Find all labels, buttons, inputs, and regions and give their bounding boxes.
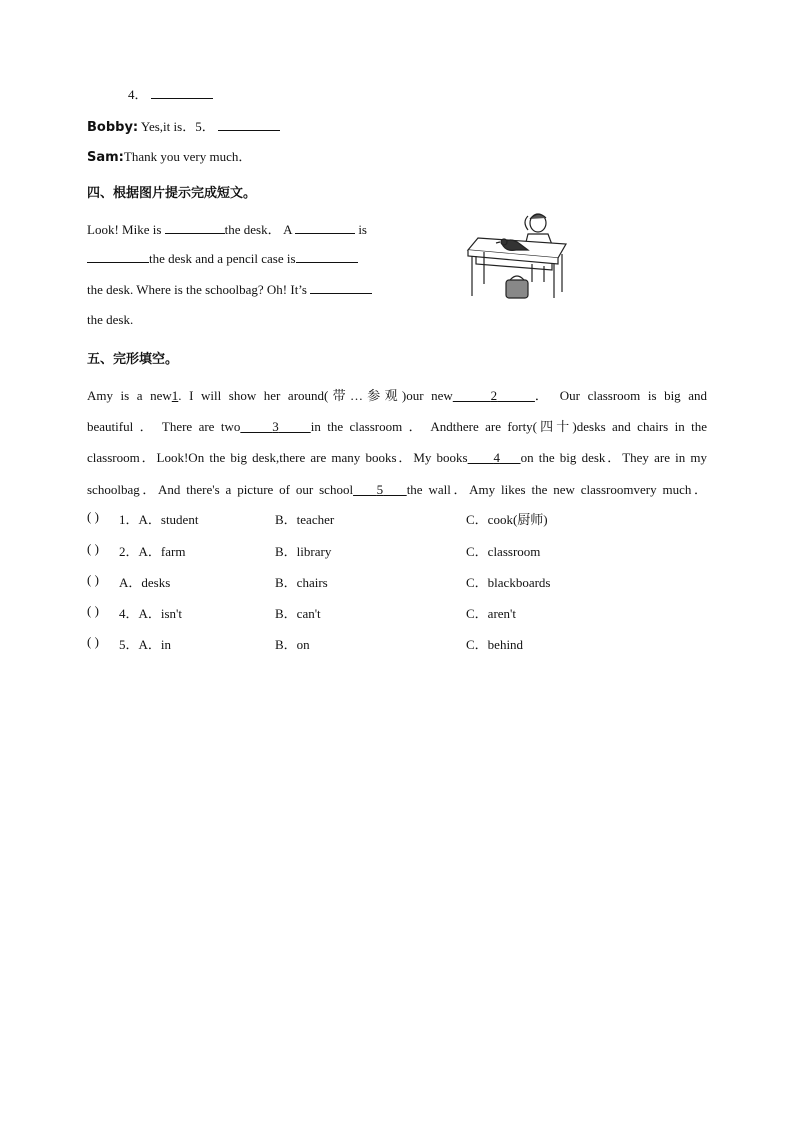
option-a[interactable]: 5．A．in [119, 637, 172, 652]
answer-blank[interactable] [296, 250, 358, 263]
text: on the big desk．They are in my [520, 450, 708, 465]
dialog-line-sam [87, 146, 251, 165]
option-b[interactable]: B．teacher [275, 512, 335, 527]
answer-blank[interactable] [295, 221, 355, 234]
blank-5[interactable] [353, 482, 407, 497]
passage-line-3 [87, 281, 372, 298]
text: the desk. Where is the schoolbag? Oh! It’s [87, 282, 311, 297]
blank-2[interactable] [453, 388, 535, 403]
text: the wall．Amy likes the new classroomvery much． [406, 482, 707, 497]
text: ． Our classroom is big and [534, 388, 708, 403]
text: in the classroom ． Andthere are forty(四十)desks and chairs in the [310, 419, 707, 434]
answer-paren[interactable]: ( ) [87, 509, 99, 524]
blank-number: 4 [493, 450, 500, 465]
option-c[interactable]: C．cook(厨师) [466, 512, 548, 527]
blank-number: 5 [376, 482, 384, 497]
option-c[interactable]: C．behind [466, 637, 524, 652]
speaker-bobby: Bobby: [87, 120, 139, 135]
dialog-line-4 [128, 84, 213, 103]
text: beautiful ． There are two [87, 419, 241, 434]
option-b[interactable]: B．chairs [275, 575, 328, 590]
text: is [355, 222, 367, 237]
option-b[interactable]: B．can't [275, 606, 321, 621]
text: the desk and a pencil case is [149, 251, 296, 266]
passage-line-2 [87, 250, 358, 267]
dialog-line-bobby [87, 116, 280, 135]
text: Look! Mike is [87, 222, 165, 237]
cloze-line-3 [87, 447, 707, 466]
bobby-text: Yes,it is．5． [138, 119, 215, 134]
text: . I will show her around(带…参观)our new [178, 388, 453, 403]
option-a[interactable]: 2．A．farm [119, 544, 186, 559]
line-number: 4． [128, 87, 148, 102]
answer-blank[interactable] [165, 221, 225, 234]
answer-blank[interactable] [151, 86, 213, 99]
blank-1[interactable]: 1 [171, 388, 179, 403]
answer-paren[interactable]: ( ) [87, 634, 99, 649]
answer-paren[interactable]: ( ) [87, 572, 99, 587]
sam-text: Thank you very much． [123, 149, 252, 164]
option-c[interactable]: C．blackboards [466, 575, 551, 590]
desk-illustration [462, 206, 572, 302]
option-a[interactable]: 1．A．student [119, 512, 199, 527]
cloze-line-2 [87, 416, 707, 435]
blank-number: 3 [272, 419, 279, 434]
text: Amy is a new [87, 388, 172, 403]
blank-3[interactable] [240, 419, 310, 434]
text: the desk. [87, 312, 134, 327]
passage-line-4 [87, 312, 133, 328]
passage-line-1 [87, 219, 367, 238]
speaker-sam: Sam: [87, 150, 124, 165]
cloze-line-4 [87, 479, 707, 498]
text: the desk． A [224, 222, 296, 237]
option-b[interactable]: B．library [275, 544, 332, 559]
section-5-heading: 五、完形填空。 [87, 352, 179, 367]
blank-number: 2 [490, 388, 498, 403]
option-b[interactable]: B．on [275, 637, 310, 652]
option-c[interactable]: C．classroom [466, 544, 541, 559]
blank-4[interactable] [468, 450, 521, 465]
option-a[interactable]: 4．A．isn't [119, 606, 183, 621]
cloze-line-1 [87, 385, 707, 404]
answer-paren[interactable]: ( ) [87, 541, 99, 556]
answer-blank[interactable] [87, 250, 149, 263]
section-4-heading: 四、根据图片提示完成短文。 [87, 186, 257, 201]
answer-paren[interactable]: ( ) [87, 603, 99, 618]
answer-blank[interactable] [310, 281, 372, 294]
option-a[interactable]: A．desks [119, 575, 171, 590]
answer-blank[interactable] [218, 118, 280, 131]
text: classroom．Look!On the big desk,there are many books．My books [87, 450, 468, 465]
text: schoolbag．And there's a picture of our school [87, 482, 354, 497]
option-c[interactable]: C．aren't [466, 606, 516, 621]
